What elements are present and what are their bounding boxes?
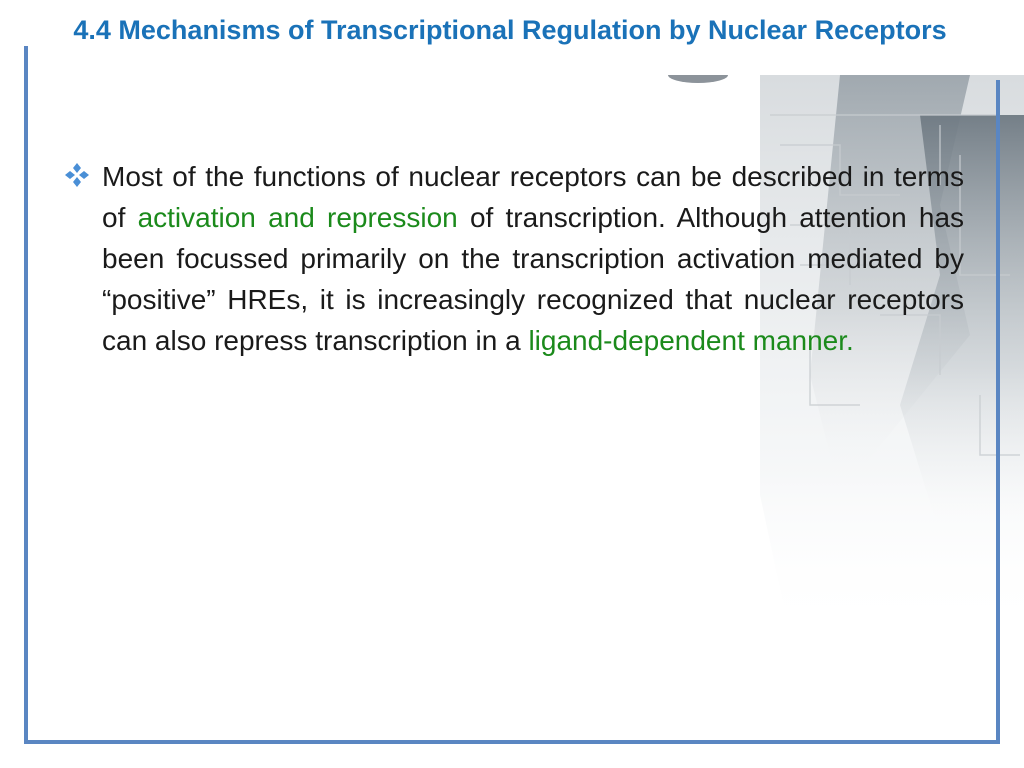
bullet-text	[102, 156, 964, 361]
highlighted-phrase: activation and repression	[137, 202, 458, 233]
bullet-text-segment: of transcription. Although attention has been focussed primarily on the transcription activation mediated by “positive” HREs, it is increasingly recognized that nuclear receptors can also repress transcription in a	[102, 202, 965, 356]
slide-title: 4.4 Mechanisms of Transcriptional Regulation by Nuclear Receptors	[73, 15, 947, 45]
bullet-item	[64, 156, 964, 361]
frame-left-border	[24, 46, 28, 744]
diamond-four-petal-bullet-icon	[64, 162, 90, 188]
bullet-text-segment: Most of the functions of nuclear receptors can be described in terms of	[102, 161, 964, 233]
highlighted-phrase: ligand-dependent manner.	[528, 325, 854, 356]
